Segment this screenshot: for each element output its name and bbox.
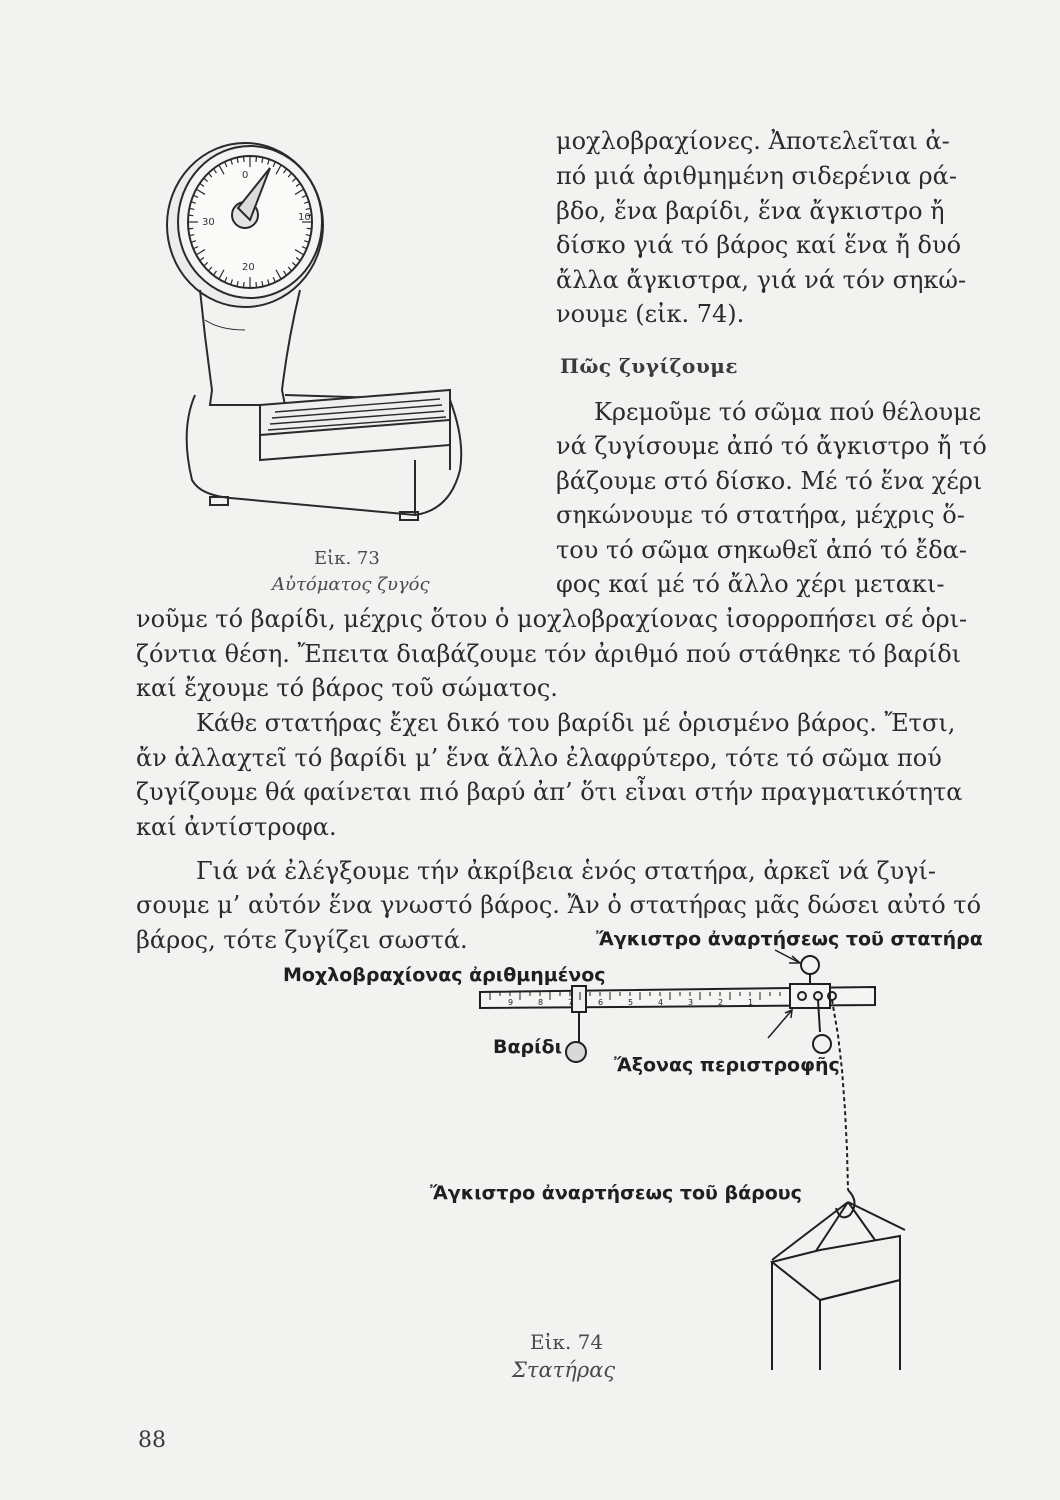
dial-tick [307, 228, 312, 229]
dial-tick [188, 215, 193, 216]
beam-scale-number: 3 [688, 998, 694, 1007]
beam-scale-number: 8 [538, 998, 544, 1007]
beam-scale-number: 2 [718, 998, 724, 1007]
text-line: ζόντια θέση. Ἔπειτα διαβάζουμε τόν ἀριθμό πού στάθηκε τό βαρίδι [136, 640, 962, 668]
text-line: δίσκο γιά τό βάρος καί ἕνα ἤ δυό [556, 231, 962, 259]
figure-73-number: Εἰκ. 73 [314, 548, 380, 569]
section-heading: Πῶς ζυγίζουμε [560, 354, 739, 378]
text-line: νουμε (εἰκ. 74). [556, 300, 745, 328]
text-line: μοχλοβραχίονες. Ἀποτελεῖται ἀ- [556, 127, 950, 155]
text-line: νοῦμε τό βαρίδι, μέχρις ὅτου ὁ μοχλοβραχίονας ἰσορροπήσει σέ ὁρι- [136, 605, 968, 633]
text-line: του τό σῶμα σηκωθεῖ ἀπό τό ἔδα- [556, 536, 967, 564]
text-line: βάρος, τότε ζυγίζει σωστά. [136, 926, 468, 954]
beam-scale-number: 4 [658, 998, 664, 1007]
beam-scale-number: 7 [568, 998, 574, 1007]
page-number: 88 [138, 1428, 166, 1453]
figure-74-title: Στατήρας [512, 1358, 616, 1382]
figure-73-automatic-scale [150, 140, 490, 560]
text-line: φος καί μέ τό ἄλλο χέρι μετακι- [556, 570, 945, 598]
text-line: βδο, ἕνα βαρίδι, ἕνα ἄγκιστρο ἤ [556, 197, 945, 225]
beam-scale-number: 1 [748, 998, 754, 1007]
label-weight: Βαρίδι [493, 1036, 562, 1058]
dial-tick [244, 282, 245, 287]
figure-74-steelyard [480, 940, 980, 1370]
label-load-hook: Ἄγκιστρο ἀναρτήσεως τοῦ βάρους [430, 1182, 802, 1204]
dial-number-10: 10 [298, 212, 311, 223]
label-beam: Μοχλοβραχίονας ἀριθμημένος [283, 964, 606, 986]
beam-scale-number: 6 [598, 998, 604, 1007]
dial-tick [256, 282, 257, 287]
beam-scale-number: 9 [508, 998, 514, 1007]
dial-number-0: 0 [242, 170, 249, 181]
beam-scale-number: 5 [628, 998, 634, 1007]
text-line: ζυγίζουμε θά φαίνεται πιό βαρύ ἀπ’ ὅτι εἶναι στήν πραγματικότητα [136, 778, 963, 806]
text-line: καί ἔχουμε τό βάρος τοῦ σώματος. [136, 674, 558, 702]
dial-tick [244, 157, 245, 162]
text-line: σουμε μ’ αὐτόν ἕνα γνωστό βάρος. Ἄν ὁ στατήρας μᾶς δώσει αὐτό τό [136, 891, 982, 919]
dial-number-20: 20 [242, 262, 255, 273]
text-line: ἄλλα ἄγκιστρα, γιά νά τόν σηκώ- [556, 266, 967, 294]
dial-tick [256, 157, 257, 162]
text-line: Κρεμοῦμε τό σῶμα πού θέλουμε [594, 398, 982, 426]
text-line: Γιά νά ἐλέγξουμε τήν ἀκρίβεια ἑνός στατήρα, ἀρκεῖ νά ζυγί- [196, 857, 937, 885]
text-line: Κάθε στατήρας ἔχει δικό του βαρίδι μέ ὁρισμένο βάρος. Ἔτσι, [196, 709, 956, 737]
text-line: νά ζυγίσουμε ἀπό τό ἄγκιστρο ἤ τό [556, 432, 987, 460]
figure-74-number: Εἰκ. 74 [530, 1330, 604, 1354]
text-line: βάζουμε στό δίσκο. Μέ τό ἕνα χέρι [556, 467, 983, 495]
text-line: πό μιά ἀριθμημένη σιδερένια ρά- [556, 162, 957, 190]
figure-73-title: Αὐτόματος ζυγός [272, 574, 430, 595]
label-pivot: Ἄξονας περιστροφῆς [614, 1054, 840, 1076]
label-support-hook: Ἄγκιστρο ἀναρτήσεως τοῦ στατήρα [596, 928, 983, 950]
dial-tick [188, 228, 193, 229]
text-line: καί ἀντίστροφα. [136, 813, 337, 841]
text-line: σηκώνουμε τό στατήρα, μέχρις ὅ- [556, 501, 965, 529]
dial-number-30: 30 [202, 217, 215, 228]
text-line: ἄν ἀλλαχτεῖ τό βαρίδι μ’ ἕνα ἄλλο ἐλαφρύτερο, τότε τό σῶμα πού [136, 744, 942, 772]
